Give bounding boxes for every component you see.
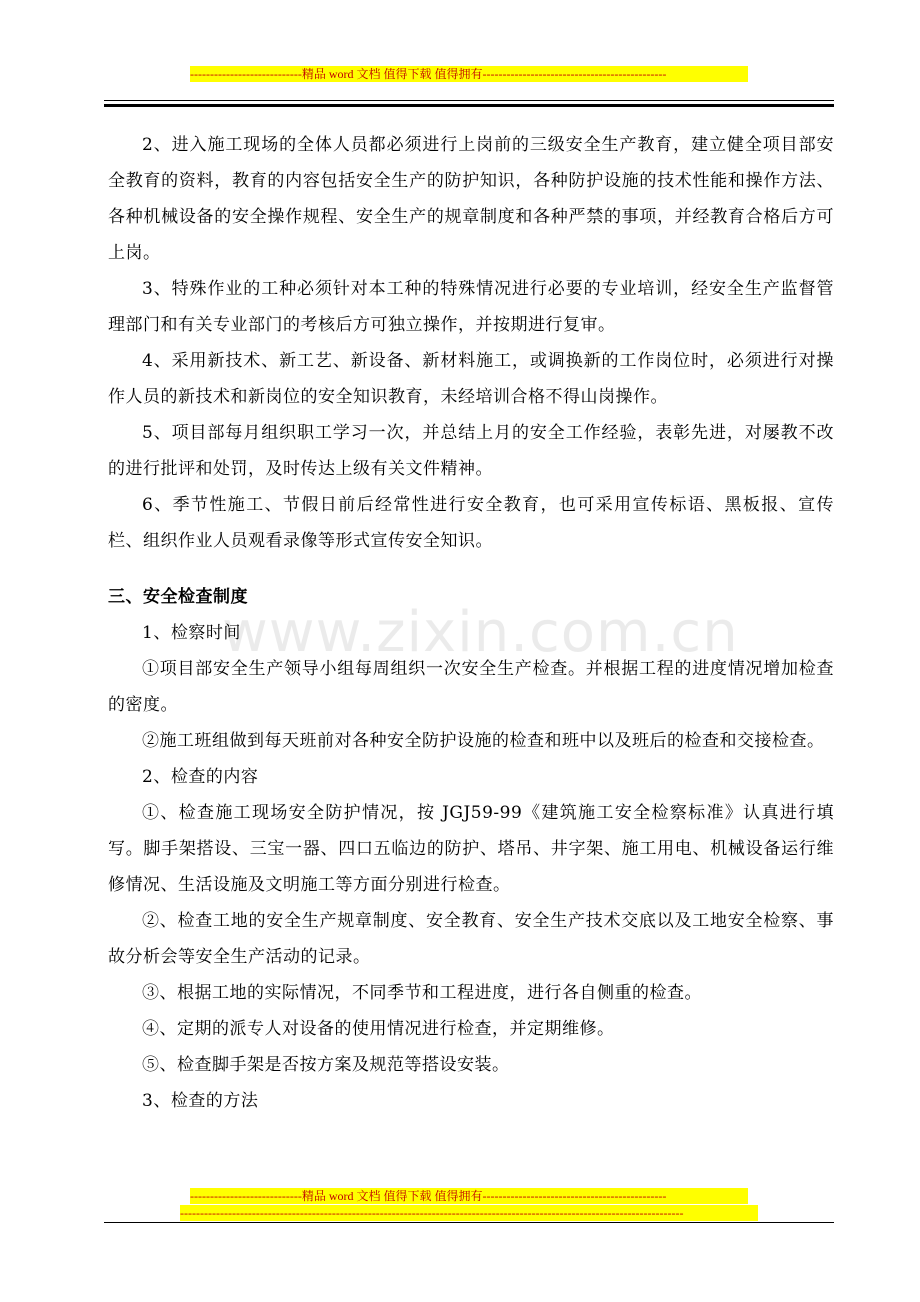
footer-banner-dashes: ------------------------------------------------------------------------------------------------------------------------------: [180, 1205, 758, 1221]
paragraph: 2、进入施工现场的全体人员都必须进行上岗前的三级安全生产教育，建立健全项目部安全教育的资料，教育的内容包括安全生产的防护知识，各种防护设施的技术性能和操作方法、各种机械设备的安全操作规程、安全生产的规章制度和各种严禁的事项，并经教育合格后方可上岗。: [108, 135, 834, 263]
paragraph: 1、检察时间: [142, 623, 241, 643]
paragraph: ①项目部安全生产领导小组每周组织一次安全生产检查。并根据工程的进度情况增加检查的密度。: [108, 659, 834, 715]
paragraph: 4、采用新技术、新工艺、新设备、新材料施工，或调换新的工作岗位时，必须进行对操作人员的新技术和新岗位的安全知识教育，未经培训合格不得山岗操作。: [108, 351, 834, 407]
paragraph: 2、检查的内容: [142, 767, 259, 787]
paragraph: 5、项目部每月组织职工学习一次，并总结上月的安全工作经验，表彰先进，对屡教不改的进行批评和处罚，及时传达上级有关文件精神。: [108, 423, 834, 479]
footer-rule: [104, 1222, 834, 1223]
section-gap: [108, 559, 834, 579]
paragraph: ④、定期的派专人对设备的使用情况进行检查，并定期维修。: [142, 1019, 615, 1039]
paragraph: ②施工班组做到每天班前对各种安全防护设施的检查和班中以及班后的检查和交接检查。: [142, 731, 825, 751]
paragraph: 3、检查的方法: [142, 1091, 259, 1111]
header-rule-thick: [104, 104, 834, 107]
header-banner: ----------------------------精品 word 文档 值得下载 值得拥有----------------------------------------------: [190, 66, 748, 82]
paragraph: 6、季节性施工、节假日前后经常性进行安全教育，也可采用宣传标语、黑板报、宣传栏、组织作业人员观看录像等形式宣传安全知识。: [108, 495, 834, 551]
paragraph: ③、根据工地的实际情况，不同季节和工程进度，进行各自侧重的检查。: [142, 983, 702, 1003]
section-title: 三、安全检查制度: [108, 587, 248, 607]
document-body: [108, 127, 834, 1119]
paragraph: ②、检查工地的安全生产规章制度、安全教育、安全生产技术交底以及工地安全检察、事故分析会等安全生产活动的记录。: [108, 911, 834, 967]
header-rule-thin: [104, 100, 834, 101]
paragraph: ⑤、检查脚手架是否按方案及规范等搭设安装。: [142, 1055, 510, 1075]
paragraph: ①、检查施工现场安全防护情况，按 JGJ59-99《建筑施工安全检察标准》认真进行填写。脚手架搭设、三宝一器、四口五临边的防护、塔吊、井字架、施工用电、机械设备运行维修情况、生活设施及文明施工等方面分别进行检查。: [108, 803, 834, 895]
footer-banner: ----------------------------精品 word 文档 值得下载 值得拥有----------------------------------------------: [190, 1188, 748, 1204]
paragraph: 3、特殊作业的工种必须针对本工种的特殊情况进行必要的专业培训，经安全生产监督管理部门和有关专业部门的考核后方可独立操作，并按期进行复审。: [108, 279, 834, 335]
watermark: www.zixin.com.cn: [222, 600, 739, 665]
